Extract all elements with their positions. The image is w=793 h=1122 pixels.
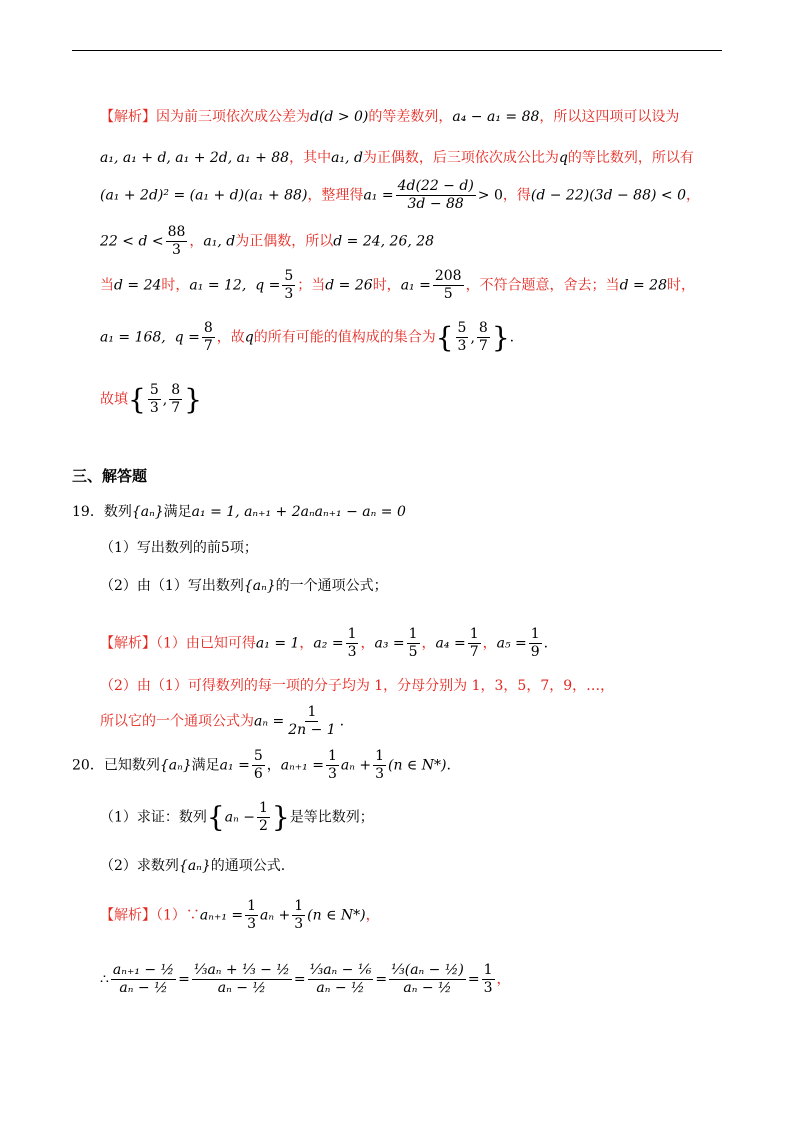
fraction: $\frac{208}{5}$: [434, 268, 462, 302]
solution-tag: 【解析】: [100, 109, 156, 125]
prev-solution-line-4: 22 < d < $\frac{88}{3}$ ，a₁, d为正偶数，所以d = 24, 26, 28: [100, 224, 435, 258]
prev-solution-line-2: a₁, a₁ + d, a₁ + 2d, a₁ + 88，其中a₁, d为正偶数，后三项依次成公比为q的等比数列，所以有: [100, 150, 694, 166]
section-title: 三、解答题: [72, 467, 148, 485]
fill-answer: 故填{ $\frac{5}{3}$ , $\frac{8}{7}$ }: [100, 382, 202, 416]
prev-solution-line-1: 【解析】因为前三项依次成公差为d(d > 0)的等差数列，a₄ − a₁ = 88，所以这四项可以设为: [100, 109, 680, 125]
answer-set: { $\frac{5}{3}$ , $\frac{8}{7}$ }: [435, 320, 510, 354]
q19-stem: 19．数列{aₙ}满足a₁ = 1, aₙ₊₁ + 2aₙaₙ₊₁ − aₙ = 0: [72, 504, 406, 520]
prev-solution-line-5: 当d = 24时，a₁ = 12, q = $\frac{5}{3}$ ；当d = 26时，a₁ = $\frac{208}{5}$ ，不符合题意，舍去；当d = 28时，: [100, 268, 695, 302]
prev-solution-line-6: a₁ = 168, q = $\frac{8}{7}$ ，故q的所有可能的值构成的集合为{ $\frac{5}{3}$ , $\frac{8}{7}$ }.: [100, 320, 515, 354]
solution-tag: 【解析】: [100, 907, 156, 924]
q19-part-2: （2）由（1）写出数列{aₙ}的一个通项公式；: [100, 578, 388, 594]
prev-solution-line-3: (a₁ + 2d)² = (a₁ + d)(a₁ + 88)，整理得a₁ = $\frac{4d(22 - d)}{3d - 88}$ > 0，得(d − 22)(3d − 88) < 0，: [100, 178, 700, 212]
q19-solution-1: 【解析】（1）由已知可得a₁ = 1，a₂ = $\frac{1}{3}$ ，a₃ = $\frac{1}{5}$ ，a₄ = $\frac{1}{7}$ ，a₅ = $\frac{1}{9}$ .: [100, 626, 549, 660]
q20-stem: 20．已知数列{aₙ}满足a₁ = $\frac{5}{6}$ ，aₙ₊₁ = $\frac{1}{3}$ aₙ + $\frac{1}{3}$ (n ∈ N*).: [72, 748, 451, 782]
q20-solution-2: ∴ $\frac{\text{aₙ₊₁ − ½}}{\text{aₙ − ½}}$ = $\frac{\text{⅓aₙ + ⅓ − ½}}{\text{aₙ − ½}}$ = $\frac{\text{⅓aₙ − ⅙}}{\text{aₙ − ½}}$ = $\frac{\text{⅓(aₙ − ½)}}{\text{aₙ − ½}}$ = $\frac{1}{3}$ ，: [100, 962, 511, 996]
q19-solution-3: 所以它的一个通项公式为aₙ = $\frac{1}{2n - 1}$ .: [100, 704, 345, 738]
solution-tag: 【解析】: [100, 635, 156, 652]
q19-part-1: （1）写出数列的前5项；: [100, 540, 258, 556]
fraction: $\frac{88}{3}$: [167, 224, 186, 258]
q20-part-1: （1）求证：数列{aₙ − $\frac{1}{2}$ }是等比数列；: [100, 800, 374, 834]
q20-solution-1: 【解析】（1）∵aₙ₊₁ = $\frac{1}{3}$ aₙ + $\frac{1}{3}$ (n ∈ N*)，: [100, 898, 380, 932]
fraction: $\frac{8}{7}$: [203, 320, 213, 354]
header-rule: [72, 50, 722, 51]
fraction: $\frac{5}{3}$: [284, 268, 294, 302]
answer-set: { $\frac{5}{3}$ , $\frac{8}{7}$ }: [128, 382, 202, 416]
q20-part-2: （2）求数列{aₙ}的通项公式.: [100, 858, 286, 874]
q19-solution-2: （2）由（1）可得数列的每一项的分子均为 1，分母分别为 1，3，5，7，9，…，: [100, 678, 615, 694]
fraction: $\frac{4d(22 - d)}{3d - 88}$: [397, 178, 474, 212]
